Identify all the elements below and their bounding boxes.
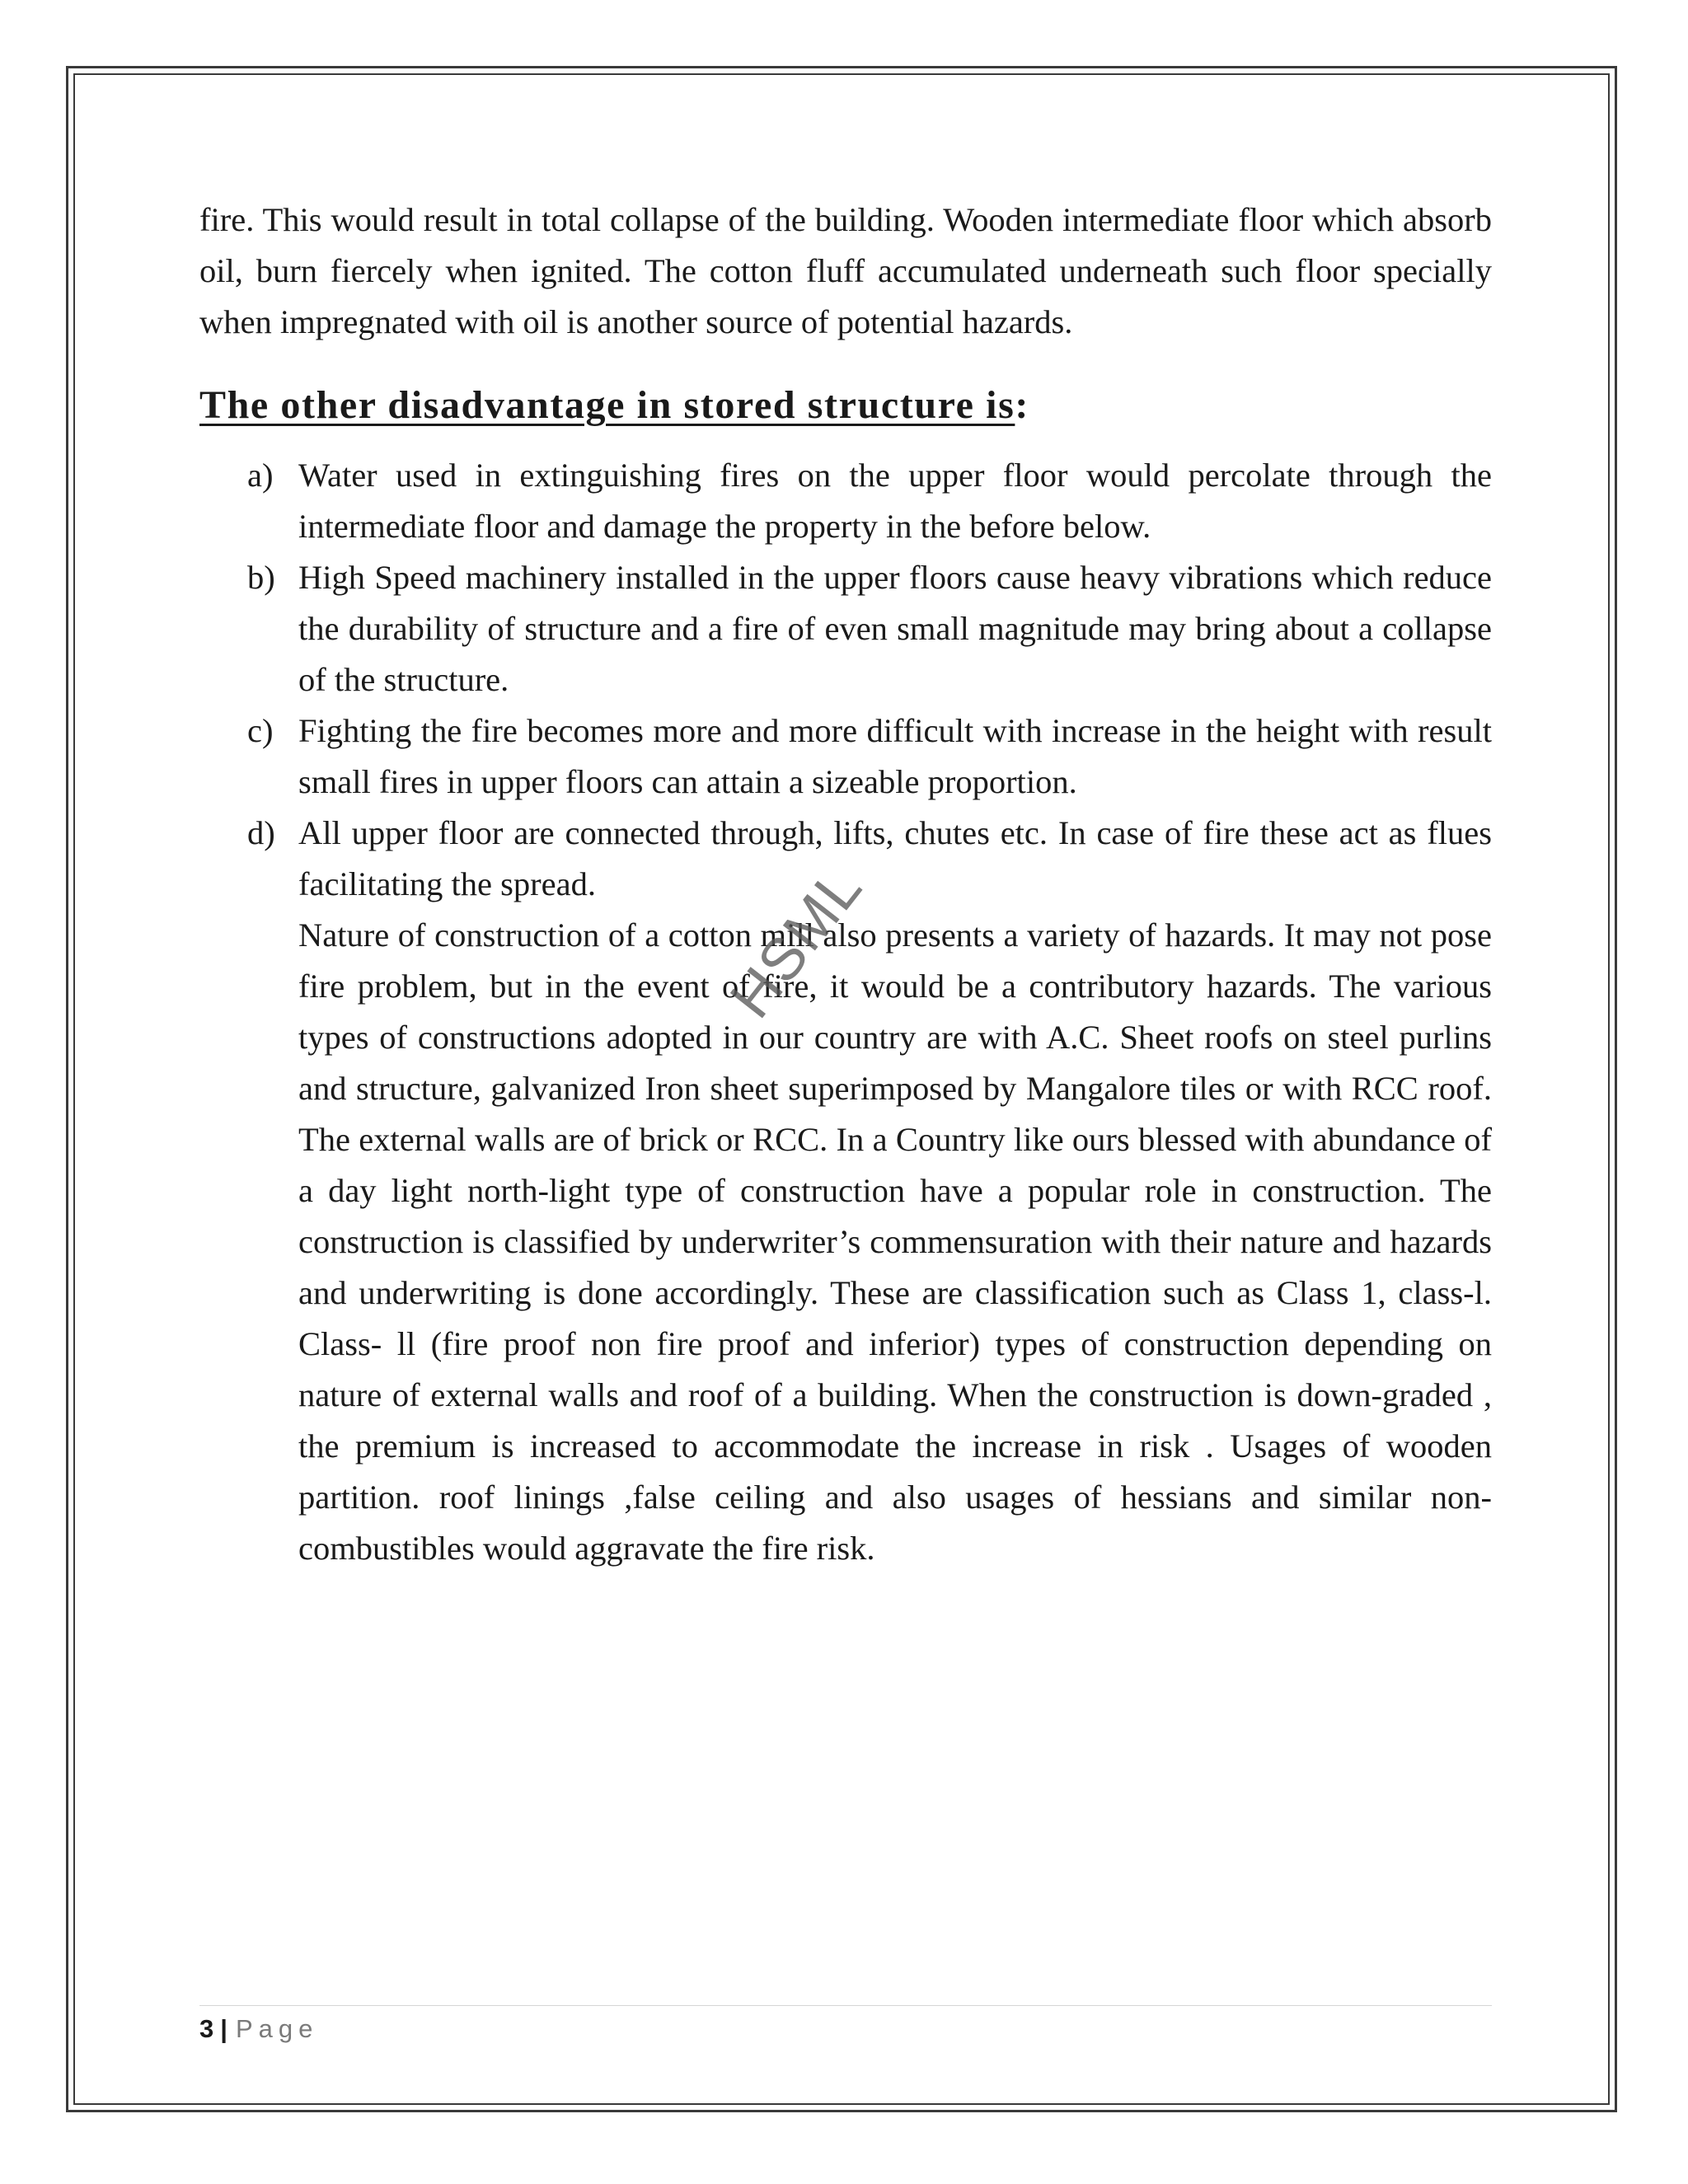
list-item <box>199 705 1492 808</box>
footer-separator: | <box>220 2014 227 2043</box>
disadvantage-list <box>199 450 1492 910</box>
list-marker: c) <box>247 712 274 749</box>
list-marker: a) <box>247 457 274 494</box>
list-item-text: All upper floor are connected through, lifts, chutes etc. In case of fire these act as flues facilitating the spread. <box>298 814 1492 902</box>
page-number: 3 <box>199 2014 214 2043</box>
section-heading-colon: : <box>1015 383 1029 427</box>
list-item <box>199 450 1492 552</box>
section-heading-text: The other disadvantage in stored structure is <box>199 383 1015 427</box>
list-item-text: Water used in extinguishing fires on the upper floor would percolate through the intermediate floor and damage the property in the before below. <box>298 457 1492 545</box>
intro-paragraph: fire. This would result in total collapse of the building. Wooden intermediate floor which absorb oil, burn fiercely when ignited. The cotton fluff accumulated underneath such floor specially when impregnated with oil is another source of potential hazards. <box>199 201 1492 340</box>
list-item <box>199 552 1492 705</box>
section-heading <box>199 379 1492 432</box>
footer-divider <box>199 2005 1492 2006</box>
list-marker: b) <box>247 559 275 596</box>
list-marker: d) <box>247 814 275 851</box>
construction-paragraph: Nature of construction of a cotton mill also presents a variety of hazards. It may not pose fire problem, but in the event of fire, it would be a contributory hazards. The various types of constructions adopted in our country are with A.C. Sheet roofs on steel purlins and structure, galvanized Iron sheet superimposed by Mangalore tiles or with RCC roof. The external walls are of brick or RCC. In a Country like ours blessed with abundance of a day light north-light type of construction have a popular role in construction. The construction is classified by underwriter’s commensuration with their nature and hazards and underwriting is done accordingly. These are classification such as Class 1, class-l. Class- ll (fire proof non fire proof and inferior) types of construction depending on nature of external walls and roof of a building. When the construction is down-graded , the premium is increased to accommodate the increase in risk . Usages of wooden partition. roof linings ,false ceiling and also usages of hessians and similar non-combustibles would aggravate the fire risk. <box>298 916 1492 1567</box>
list-item-text: High Speed machinery installed in the upper floors cause heavy vibrations which reduce the durability of structure and a fire of even small magnitude may bring about a collapse of the structure. <box>298 559 1492 698</box>
page-footer <box>199 2013 318 2046</box>
watermark-text: HSML <box>717 854 875 1030</box>
list-item-text: Fighting the fire becomes more and more difficult with increase in the height with result small fires in upper floors can attain a sizeable proportion. <box>298 712 1492 800</box>
page-label: Page <box>235 2014 319 2043</box>
